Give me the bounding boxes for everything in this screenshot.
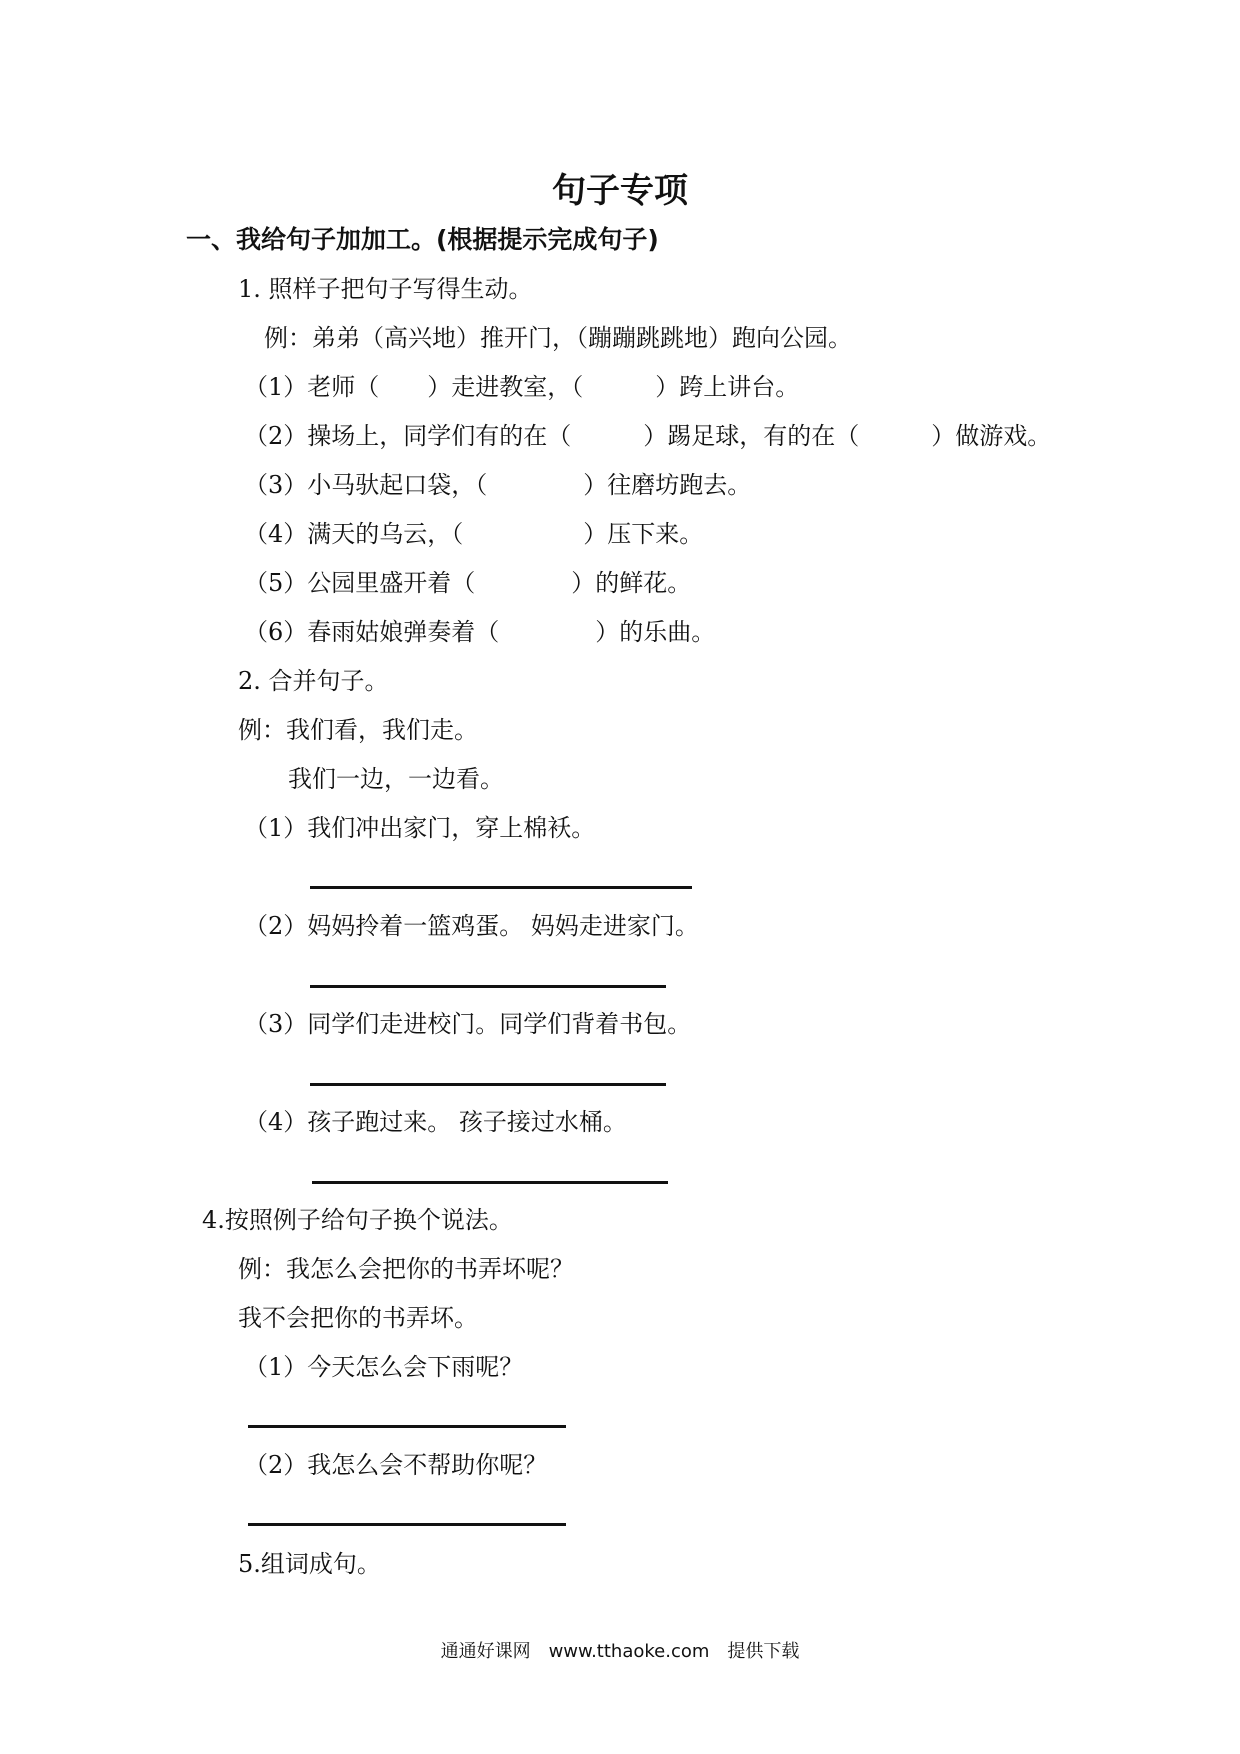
q1-item-6: （6）春雨姑娘弹奏着（ ）的乐曲。 bbox=[244, 618, 716, 646]
q1-item-5: （5）公园里盛开着（ ）的鲜花。 bbox=[244, 569, 692, 597]
answer-line[interactable] bbox=[310, 886, 692, 889]
answer-line[interactable] bbox=[310, 1083, 666, 1086]
q1-example: 例：弟弟（高兴地）推开门，（蹦蹦跳跳地）跑向公园。 bbox=[264, 324, 852, 352]
q1-item-3: （3）小马驮起口袋，（ ）往磨坊跑去。 bbox=[244, 471, 752, 499]
q2-example-line2: 我们一边，一边看。 bbox=[288, 765, 504, 793]
q1-item-2: （2）操场上，同学们有的在（ ）踢足球，有的在（ ）做游戏。 bbox=[244, 422, 1052, 450]
footer-text: 通通好课网 www.tthaoke.com 提供下载 bbox=[440, 1641, 800, 1662]
q2-example-line1: 例：我们看，我们走。 bbox=[238, 716, 478, 744]
q2-item-3: （3）同学们走进校门。同学们背着书包。 bbox=[244, 1010, 692, 1038]
answer-line[interactable] bbox=[248, 1425, 566, 1428]
page-title: 句子专项 bbox=[552, 171, 688, 211]
q1-prompt: 1. 照样子把句子写得生动。 bbox=[238, 275, 533, 303]
q4-prompt: 4.按照例子给句子换个说法。 bbox=[202, 1206, 513, 1234]
q2-item-4: （4）孩子跑过来。 孩子接过水桶。 bbox=[244, 1108, 627, 1136]
q2-prompt: 2. 合并句子。 bbox=[238, 667, 389, 695]
answer-line[interactable] bbox=[248, 1523, 566, 1526]
answer-line[interactable] bbox=[310, 985, 666, 988]
section-heading: 一、我给句子加加工。(根据提示完成句子) bbox=[186, 225, 659, 254]
q4-example-line2: 我不会把你的书弄坏。 bbox=[238, 1304, 478, 1332]
q4-item-1: （1）今天怎么会下雨呢？ bbox=[244, 1353, 524, 1381]
q2-item-2: （2）妈妈拎着一篮鸡蛋。 妈妈走进家门。 bbox=[244, 912, 699, 940]
q2-item-1: （1）我们冲出家门，穿上棉袄。 bbox=[244, 814, 596, 842]
q4-example-line1: 例：我怎么会把你的书弄坏呢？ bbox=[238, 1255, 574, 1283]
q4-item-2: （2）我怎么会不帮助你呢？ bbox=[244, 1451, 548, 1479]
q1-item-1: （1）老师（ ）走进教室，（ ）跨上讲台。 bbox=[244, 373, 800, 401]
q1-item-4: （4）满天的乌云，（ ）压下来。 bbox=[244, 520, 704, 548]
answer-line[interactable] bbox=[312, 1181, 668, 1184]
q5-prompt: 5.组词成句。 bbox=[238, 1550, 381, 1578]
